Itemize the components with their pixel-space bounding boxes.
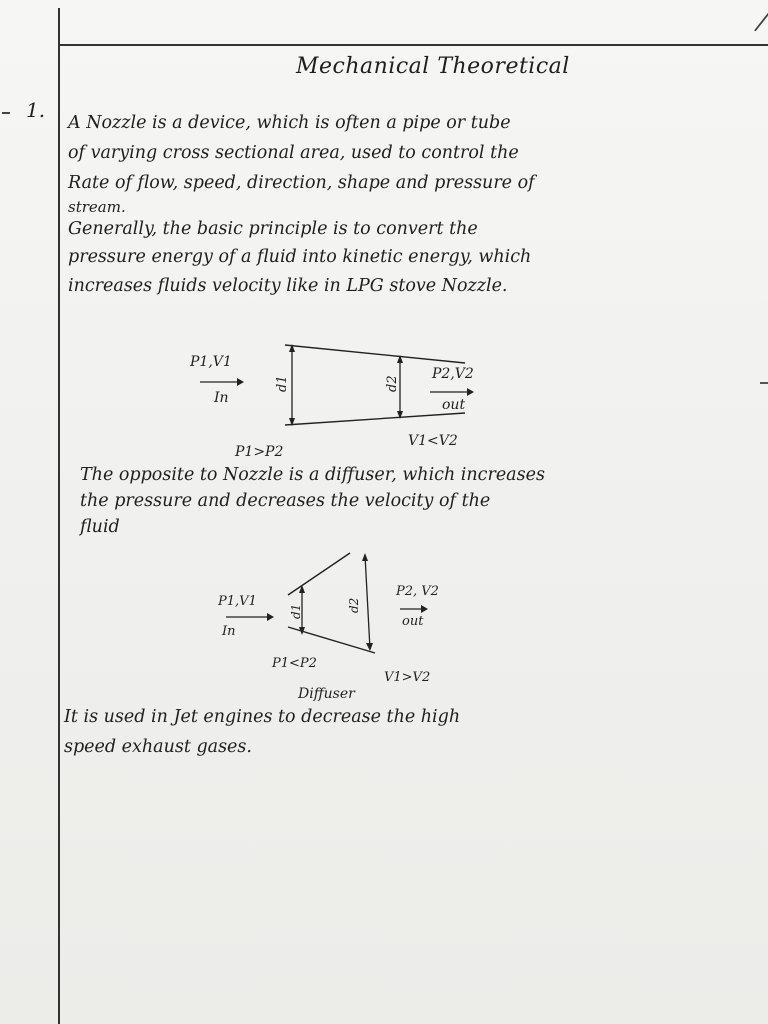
outlet-flow-arrowhead	[421, 605, 428, 613]
velocity-relation: V1<V2	[408, 433, 458, 449]
corner-mark	[739, 4, 768, 32]
outlet-state-label: P2,V2	[432, 366, 474, 382]
inlet-diameter-label: d1	[289, 603, 303, 619]
nozzle-bottom-wall	[285, 413, 465, 425]
margin-line	[58, 8, 60, 1024]
text-line: the pressure and decreases the velocity of the	[80, 491, 491, 511]
margin-tick	[2, 112, 10, 114]
text-line: increases fluids velocity like in LPG stove Nozzle.	[68, 276, 508, 296]
nozzle-diagram	[180, 330, 500, 460]
pressure-relation: P1<P2	[272, 656, 317, 671]
outlet-flow-arrowhead	[467, 388, 474, 396]
diffuser-caption: Diffuser	[298, 686, 355, 702]
diffuser-diagram	[200, 545, 460, 705]
nozzle-definition	[68, 108, 535, 300]
outlet-dimension-line	[365, 555, 370, 649]
pressure-relation: P1>P2	[235, 444, 284, 460]
text-line: Rate of flow, speed, direction, shape and pressure of	[68, 173, 535, 193]
diffuser-usage	[64, 702, 460, 762]
outlet-label: out	[402, 614, 424, 629]
text-line: pressure energy of a fluid into kinetic energy, which	[68, 247, 532, 267]
velocity-relation: V1>V2	[384, 670, 431, 685]
text-line: Generally, the basic principle is to convert the	[68, 219, 478, 239]
inlet-state-label: P1,V1	[190, 354, 232, 370]
inlet-label: In	[222, 624, 236, 639]
text-line: of varying cross sectional area, used to control the	[68, 143, 519, 163]
text-line: speed exhaust gases.	[64, 737, 252, 757]
inlet-diameter-label: d1	[275, 375, 290, 392]
text-line: A Nozzle is a device, which is often a pipe or tube	[68, 113, 511, 133]
outlet-diameter-label: d2	[347, 597, 361, 613]
outlet-label: out	[442, 397, 466, 413]
outlet-arrow-down	[366, 643, 373, 651]
text-line: The opposite to Nozzle is a diffuser, which increases	[80, 465, 545, 485]
edge-mark	[760, 382, 768, 384]
outlet-state-label: P2, V2	[396, 584, 439, 599]
text-line: stream.	[68, 198, 126, 216]
outlet-arrow-up	[362, 553, 368, 561]
text-line: fluid	[80, 517, 120, 537]
inlet-label: In	[214, 390, 229, 406]
diffuser-definition	[80, 462, 545, 540]
page-title: Mechanical Theoretical	[296, 54, 570, 79]
inlet-flow-arrowhead	[237, 378, 244, 386]
inlet-flow-arrowhead	[267, 613, 274, 621]
diffuser-top-wall	[288, 553, 350, 595]
question-number: 1.	[26, 98, 46, 122]
inlet-state-label: P1,V1	[218, 594, 257, 609]
nozzle-top-wall	[285, 345, 465, 363]
outlet-diameter-label: d2	[385, 375, 400, 392]
text-line: It is used in Jet engines to decrease the high	[64, 707, 461, 727]
header-line	[58, 44, 768, 46]
